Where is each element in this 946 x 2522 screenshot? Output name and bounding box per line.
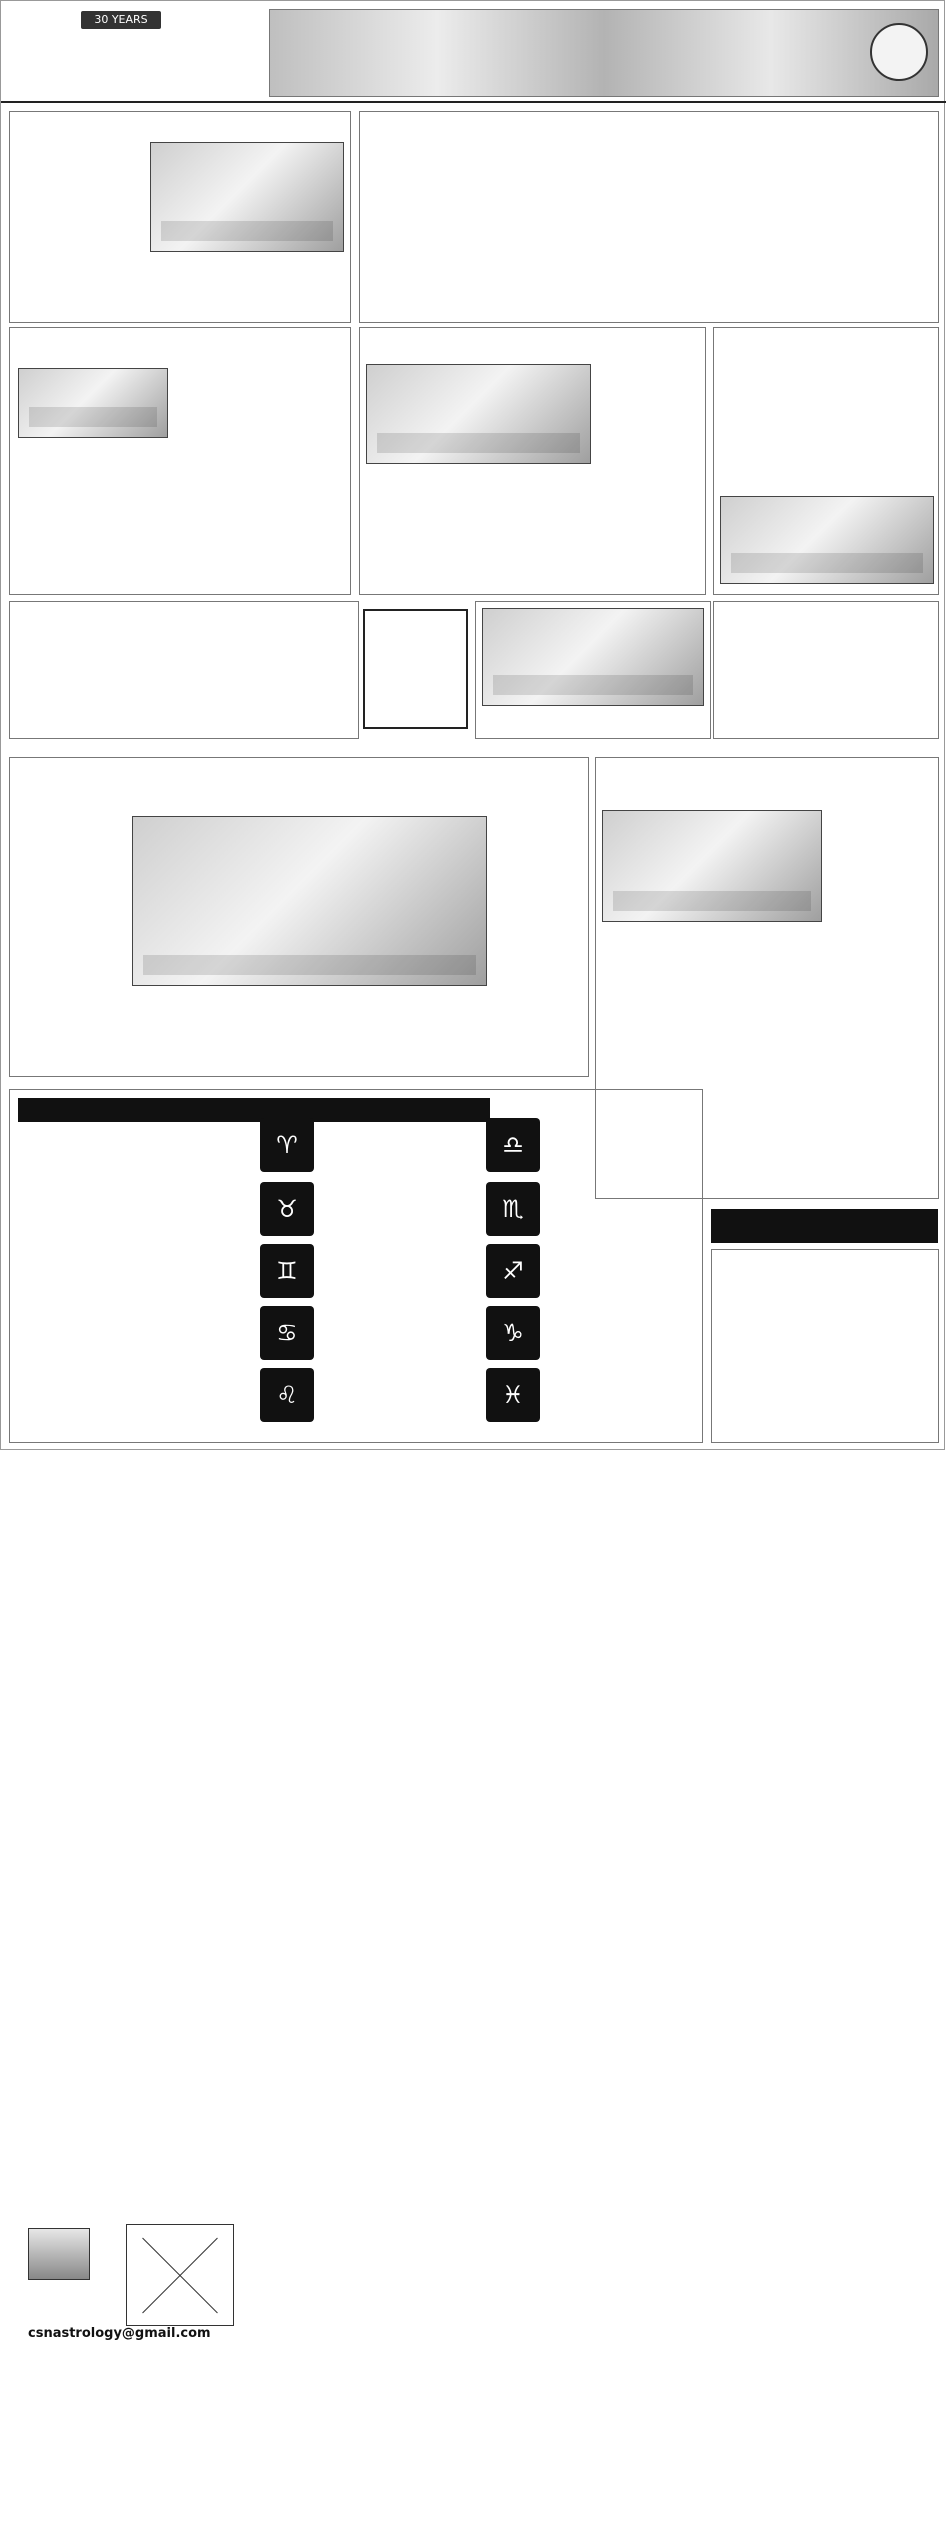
right-congress-body: [720, 338, 932, 448]
panchang-body: [718, 1256, 932, 1436]
astrologer-photo: [28, 2228, 90, 2280]
university-photo: [602, 810, 822, 922]
hospital-story: [9, 757, 589, 1077]
roadshow-side-text: [713, 601, 939, 739]
top-center-story: [359, 111, 939, 323]
university-right-body: [828, 810, 932, 1190]
hospital-photo: [132, 816, 487, 986]
taurus-icon: ♉: [260, 1182, 314, 1236]
roadshow-body: [484, 724, 704, 738]
roadshow-photo: [482, 608, 704, 706]
aries-icon: ♈: [260, 1118, 314, 1172]
horoscope-left-body: [26, 2350, 246, 2522]
top-left-body: [16, 122, 144, 292]
right-congress-story: [713, 327, 939, 595]
center-river-story: [359, 327, 706, 595]
capricorn-icon: ♑: [486, 1306, 540, 1360]
leo-icon: ♌: [260, 1368, 314, 1422]
roadshow-story: [475, 601, 711, 739]
bjd-callout: [363, 609, 468, 729]
meeting-photo: [150, 142, 344, 252]
panchang-box: [711, 1249, 939, 1443]
horoscope-right-body: [548, 1118, 698, 1428]
kendrapada-body: [16, 612, 352, 702]
hospital-bottom-body: [132, 994, 582, 1070]
left-crime-story: [9, 327, 351, 595]
libra-icon: ♎: [486, 1118, 540, 1172]
masthead-banner-image: [269, 9, 939, 97]
horoscope-section: [9, 1089, 703, 2341]
left-crime-body: [18, 446, 344, 586]
congress-photo: [720, 496, 934, 584]
horoscope-middle-body: [322, 1118, 480, 1428]
cancer-icon: ♋: [260, 1306, 314, 1360]
crime-photo: [18, 368, 168, 438]
sagittarius-icon: ♐: [486, 1244, 540, 1298]
astrologer-email: csnastrology@gmail.com: [28, 2326, 211, 2341]
river-photo: [366, 364, 591, 464]
hospital-left-body: [16, 816, 124, 1071]
scorpio-icon: ♏: [486, 1182, 540, 1236]
kendrapada-story: [9, 601, 359, 739]
masthead: [1, 1, 946, 103]
roadshow-side-body: [720, 608, 932, 732]
panchang-title: [711, 1209, 938, 1243]
astrologer-name: [28, 2290, 238, 2320]
years-badge: 30 YEARS: [81, 11, 161, 29]
page-number-badge: [870, 23, 928, 81]
pisces-icon: ♓: [486, 1368, 540, 1422]
top-left-story: [9, 111, 351, 323]
center-river-body: [366, 473, 699, 588]
top-center-body: [366, 122, 932, 292]
gemini-icon: ♊: [260, 1244, 314, 1298]
